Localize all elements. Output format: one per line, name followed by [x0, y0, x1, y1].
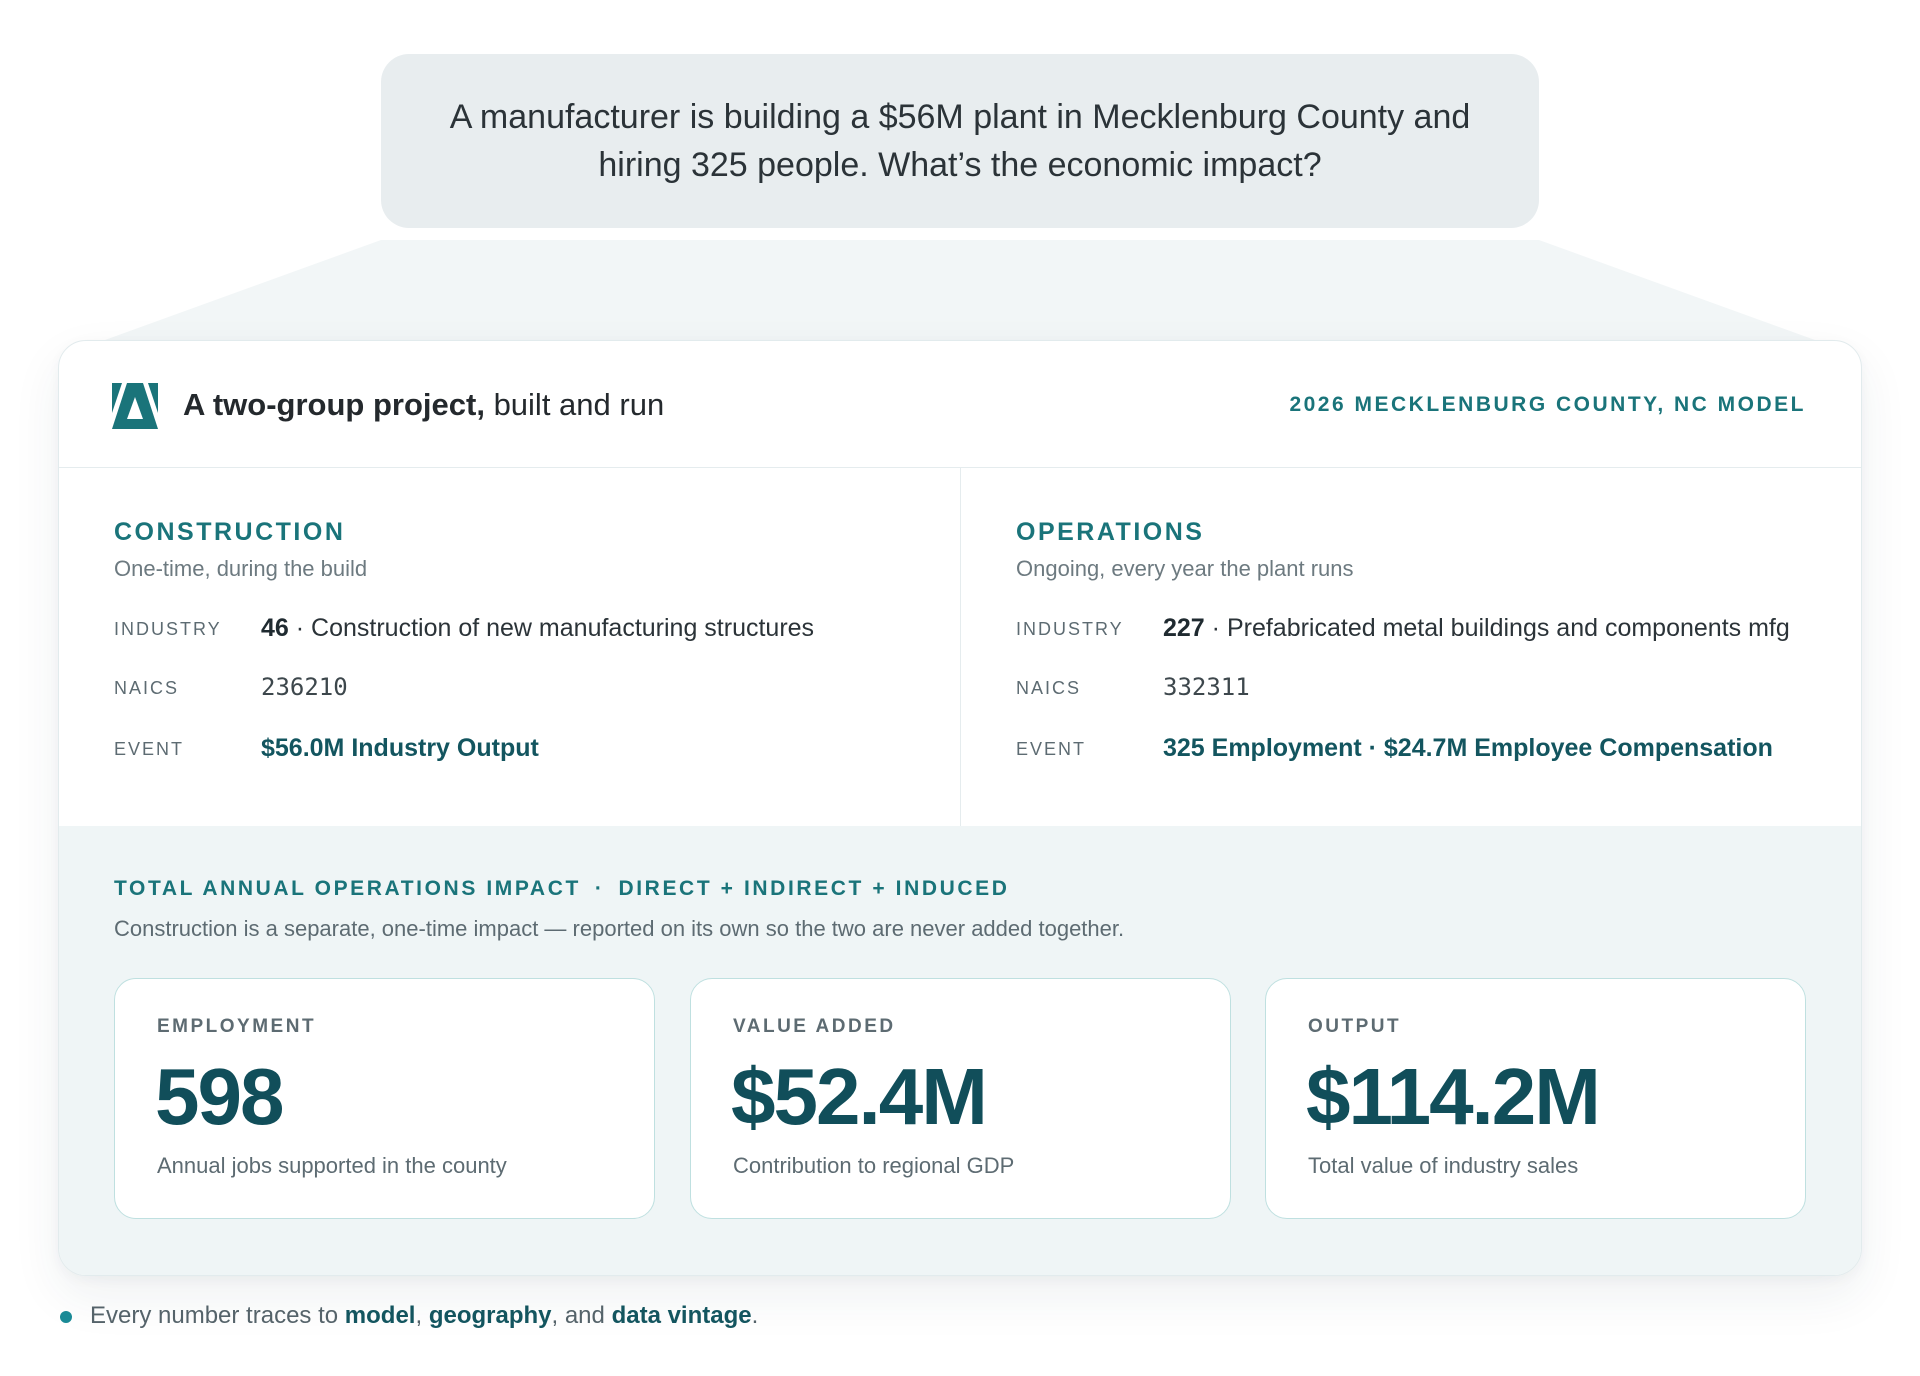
event-label: EVENT: [114, 739, 185, 759]
data-vintage-link[interactable]: data vintage: [611, 1302, 752, 1329]
footer-text: [90, 1302, 758, 1330]
industry-code: 227: [1163, 614, 1205, 642]
industry-value: [261, 611, 814, 645]
metric-value: 598: [155, 1052, 283, 1141]
card-title-rest: built and run: [493, 387, 665, 422]
metric-value: $114.2M: [1306, 1052, 1599, 1141]
event-value: $56.0M Industry Output: [261, 734, 539, 762]
metric-label: VALUE ADDED: [733, 1016, 896, 1037]
metric-description: Annual jobs supported in the county: [157, 1153, 507, 1178]
naics-value: 236210: [261, 673, 348, 701]
card-title-bold: A two-group project,: [183, 387, 485, 422]
operations-industry-row: [1016, 611, 1856, 647]
metric-description: Contribution to regional GDP: [733, 1153, 1015, 1178]
industry-name: · Construction of new manufacturing structures: [295, 614, 815, 642]
operations-subtitle: Ongoing, every year the plant runs: [1016, 556, 1354, 581]
model-tag: 2026 MECKLENBURG COUNTY, NC MODEL: [1289, 393, 1806, 416]
construction-title: CONSTRUCTION: [114, 518, 346, 546]
impact-section: [59, 826, 1861, 1276]
metric-value: $52.4M: [731, 1052, 986, 1141]
impact-card: [58, 340, 1862, 1276]
model-link[interactable]: model: [344, 1302, 416, 1329]
operations-title: OPERATIONS: [1016, 518, 1205, 546]
impact-title-separator: ·: [594, 877, 605, 900]
construction-industry-row: [114, 611, 954, 647]
metric-description: Total value of industry sales: [1308, 1153, 1579, 1178]
logo-icon: [112, 383, 158, 429]
question-text: A manufacturer is building a $56M plant in Mecklenburg County and hiring 325 people. What’s the economic impact?: [449, 98, 1471, 184]
operations-naics-row: [1016, 670, 1856, 706]
event-value: 325 Employment · $24.7M Employee Compensation: [1163, 734, 1773, 762]
industry-name: · Prefabricated metal buildings and components mfg: [1211, 614, 1790, 642]
footer-suffix: .: [751, 1302, 759, 1329]
card-title: [183, 385, 664, 425]
project-groups: [59, 468, 1861, 826]
card-header: [59, 341, 1861, 468]
naics-label: NAICS: [114, 678, 180, 698]
industry-label: INDUSTRY: [114, 619, 222, 639]
question-bubble: [381, 54, 1539, 228]
construction-group: [59, 468, 961, 826]
impact-note: Construction is a separate, one-time impact — reported on its own so the two are never added together.: [114, 916, 1125, 941]
metric-card-value-added: [690, 978, 1231, 1219]
industry-code: 46: [261, 614, 289, 642]
metric-card-output: [1265, 978, 1806, 1219]
footer-prefix: Every number traces to: [90, 1302, 339, 1329]
impact-title: [114, 877, 1010, 901]
impact-title-left: TOTAL ANNUAL OPERATIONS IMPACT: [114, 877, 581, 900]
metric-label: EMPLOYMENT: [157, 1016, 317, 1037]
construction-naics-row: [114, 670, 954, 706]
footer-sep: ,: [415, 1302, 423, 1329]
impact-title-right: DIRECT + INDIRECT + INDUCED: [618, 877, 1010, 900]
geography-link[interactable]: geography: [428, 1302, 552, 1329]
event-label: EVENT: [1016, 739, 1087, 759]
operations-event-row: [1016, 731, 1856, 767]
naics-value: 332311: [1163, 673, 1250, 701]
metric-card-employment: [114, 978, 655, 1219]
construction-subtitle: One-time, during the build: [114, 556, 368, 581]
operations-group: [961, 468, 1862, 826]
metric-label: OUTPUT: [1308, 1016, 1402, 1037]
footer-sep: , and: [551, 1302, 605, 1329]
naics-label: NAICS: [1016, 678, 1082, 698]
construction-event-row: [114, 731, 954, 767]
bullet-icon: [60, 1311, 72, 1323]
industry-value: [1163, 611, 1790, 645]
industry-label: INDUSTRY: [1016, 619, 1124, 639]
